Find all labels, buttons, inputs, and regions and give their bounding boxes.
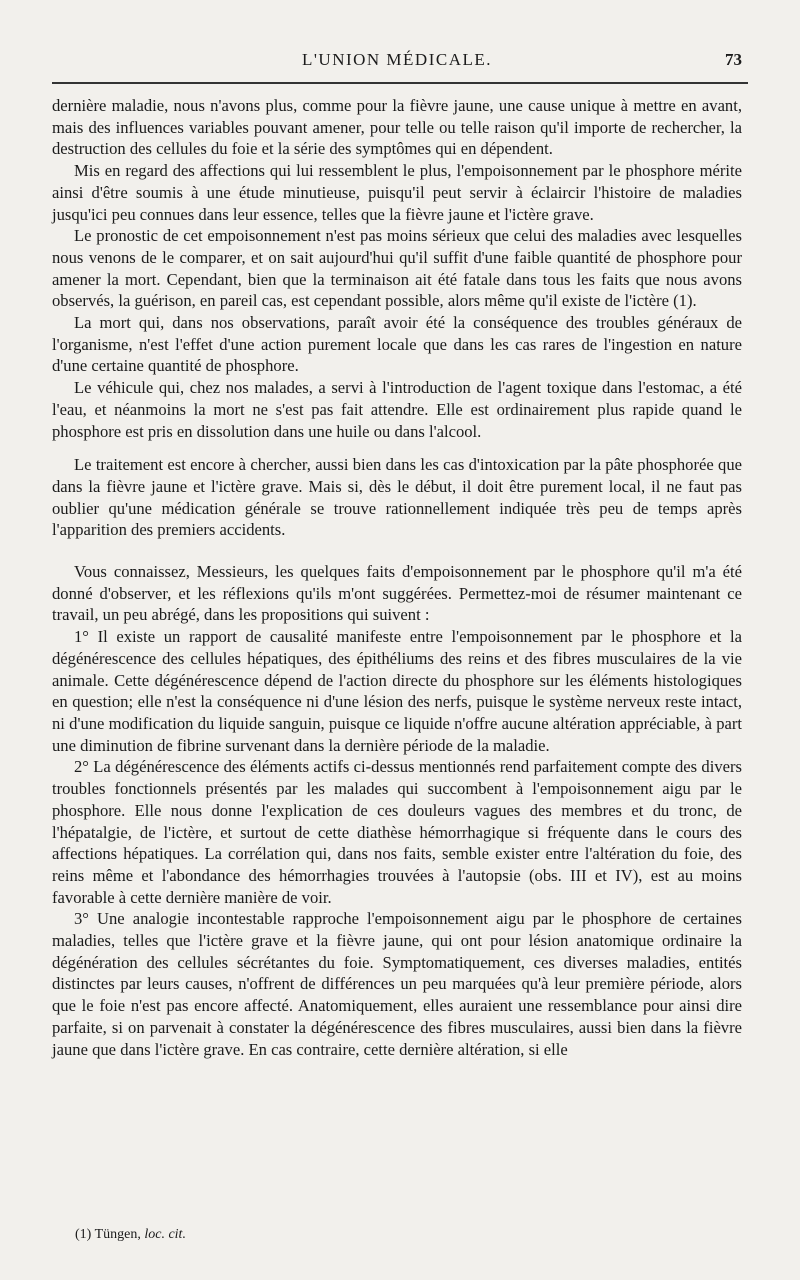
footnote — [75, 1227, 186, 1243]
header-rule — [52, 82, 748, 84]
page-header — [52, 50, 742, 72]
paragraph: Le pronostic de cet empoisonnement n'est pas moins sérieux que celui des maladies avec lesquelles nous venons de le comparer, et on sait aujourd'hui qu'il suffit d'une faible quantité de phosphore pour amener la mort. Cependant, bien que la terminaison ait été fatale dans tous les faits que nous avons observés, la guérison, en pareil cas, est cependant possible, alors même qu'il existe de l'ictère (1). — [52, 226, 742, 311]
body-text — [52, 95, 742, 1060]
paragraph: Vous connaissez, Messieurs, les quelques faits d'empoisonnement par le phosphore qu'il m'a été donné d'observer, et les réflexions qu'ils m'ont suggérées. Permettez-moi de résumer maintenant ce travail, un peu abrégé, dans les propositions qui suivent : — [52, 562, 742, 625]
footnote-text: (1) Tüngen, — [75, 1227, 145, 1242]
page-number: 73 — [725, 50, 742, 69]
paragraph: 1° Il existe un rapport de causalité manifeste entre l'empoisonnement par le phosphore et la dégénérescence des cellules hépatiques, des épithéliums des reins et des fibres musculaires de la vie animale. Cette dégénérescence dépend de l'action directe du phosphore sur les éléments histologiques en question; elle n'est la conséquence ni d'une lésion des nerfs, puisque le système nerveux reste intact, ni d'une modification du liquide sanguin, puisque ce liquide n'offre aucune altération appréciable, à part une diminution de fibrine survenant dans la dernière période de la maladie. — [52, 627, 742, 755]
paragraph: 3° Une analogie incontestable rapproche l'empoisonnement aigu par le phosphore de certaines maladies, telles que l'ictère grave et la fièvre jaune, qui ont pour lésion anatomique ordinaire la dégénération des cellules sécrétantes du foie. Symptomatiquement, ces diverses maladies, entités distinctes par leurs causes, n'offrent de différences un peu marquées qu'à leur première période, alors que le foie n'est pas encore affecté. Anatomiquement, elles auraient une ressemblance pour ainsi dire parfaite, si on parvenait à constater la dégénérescence des fibres musculaires, aussi bien dans la fièvre jaune que dans l'ictère grave. En cas contraire, cette dernière altération, si elle — [52, 909, 742, 1059]
paragraph: La mort qui, dans nos observations, paraît avoir été la conséquence des troubles généraux de l'organisme, n'est l'effet d'une action purement locale que dans les cas rares de l'ingestion en nature d'une certaine quantité de phosphore. — [52, 313, 742, 376]
running-title: L'UNION MÉDICALE. — [301, 50, 493, 69]
paragraph: Le traitement est encore à chercher, aussi bien dans les cas d'intoxication par la pâte phosphorée que dans la fièvre jaune et l'ictère grave. Mais si, dès le début, il doit être purement local, il ne faut pas oublier qu'une médication générale se trouve rationnellement indiquée très peu de temps après l'apparition des premiers accidents. — [52, 455, 742, 540]
footnote-reference: loc. cit. — [144, 1227, 186, 1242]
paragraph: 2° La dégénérescence des éléments actifs ci-dessus mentionnés rend parfaitement compte des divers troubles fonctionnels présentés par les malades qui succombent à l'empoisonnement aigu par le phosphore. Elle nous donne l'explication de ces douleurs vagues des membres et du tronc, de l'hépatalgie, de l'ictère, et surtout de cette diathèse hémorrhagique si fréquente dans le cours des affections hépatiques. La corrélation qui, dans nos faits, semble exister entre l'altération du foie, des reins même et l'abondance des hémorrhagies trouvées à l'autopsie (obs. III et IV), est au moins favorable à cette dernière manière de voir. — [52, 757, 742, 907]
paragraph: dernière maladie, nous n'avons plus, comme pour la fièvre jaune, une cause unique à mettre en avant, mais des influences variables pouvant amener, pour telle ou telle raison qu'il importe de rechercher, la destruction des cellules du foie et la série des symptômes qui en dépendent. — [52, 96, 742, 159]
paragraph: Mis en regard des affections qui lui ressemblent le plus, l'empoisonnement par le phosphore mérite ainsi d'être soumis à une étude minutieuse, puisqu'il peut servir à éclaircir l'histoire de maladies jusqu'ici peu connues dans leur essence, telles que la fièvre jaune et l'ictère grave. — [52, 161, 742, 224]
paragraph: Le véhicule qui, chez nos malades, a servi à l'introduction de l'agent toxique dans l'estomac, a été l'eau, et néanmoins la mort ne s'est pas fait attendre. Elle est ordinairement plus rapide quand le phosphore est pris en dissolution dans une huile ou dans l'alcool. — [52, 378, 742, 441]
